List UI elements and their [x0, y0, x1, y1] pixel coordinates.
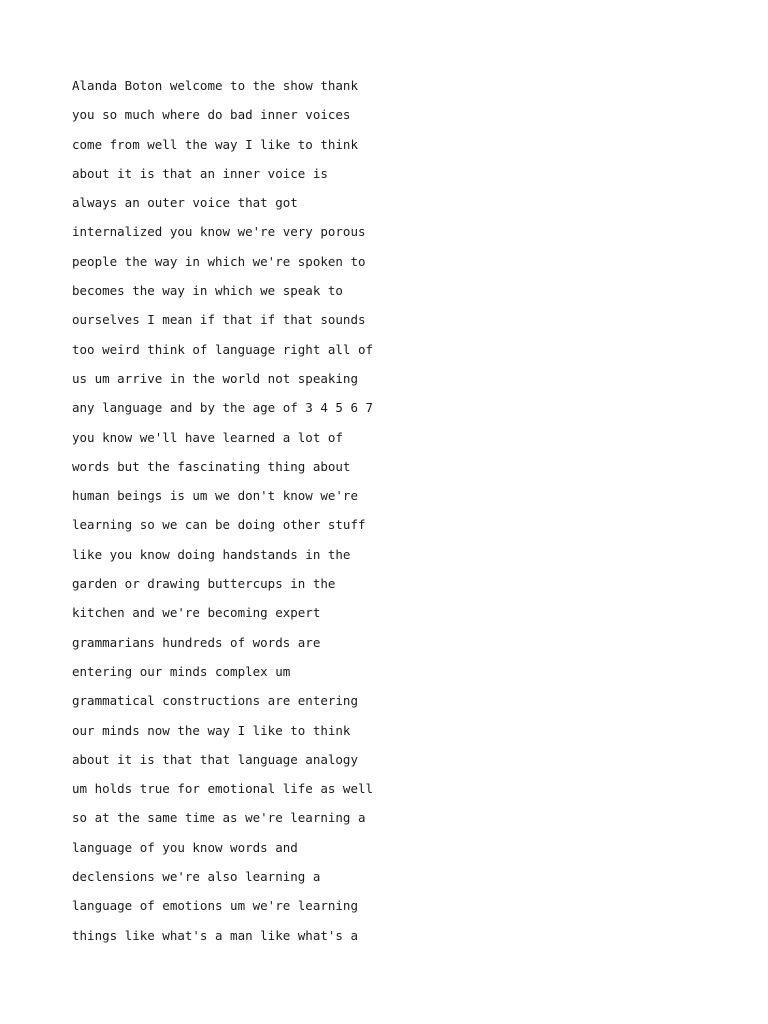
transcript-line: words but the fascinating thing about [72, 458, 351, 474]
transcript-line: come from well the way I like to think [72, 136, 358, 152]
transcript-line: you know we'll have learned a lot of [72, 429, 343, 445]
transcript-line: about it is that that language analogy [72, 751, 358, 767]
transcript-line: grammatical constructions are entering [72, 693, 358, 709]
transcript-text [72, 71, 373, 950]
transcript-line: you so much where do bad inner voices [72, 107, 351, 123]
transcript-line: internalized you know we're very porous [72, 224, 366, 240]
transcript-line: language of emotions um we're learning [72, 898, 358, 914]
transcript-line: things like what's a man like what's a [72, 927, 358, 943]
transcript-line: Alanda Boton welcome to the show thank [72, 78, 358, 93]
transcript-line: um holds true for emotional life as well [72, 781, 374, 797]
transcript-line: garden or drawing buttercups in the [72, 576, 336, 592]
transcript-line: kitchen and we're becoming expert [72, 605, 321, 621]
transcript-line: becomes the way in which we speak to [72, 283, 343, 299]
transcript-line: language of you know words and [72, 839, 298, 855]
transcript-line: human beings is um we don't know we're [72, 488, 358, 504]
transcript-line: entering our minds complex um [72, 663, 291, 679]
transcript-line: any language and by the age of 3 4 5 6 7 [72, 400, 374, 416]
transcript-line: declensions we're also learning a [72, 869, 321, 885]
transcript-line: our minds now the way I like to think [72, 722, 351, 738]
transcript-line: always an outer voice that got [72, 195, 298, 211]
transcript-line: grammarians hundreds of words are [72, 634, 321, 650]
transcript-line: us um arrive in the world not speaking [72, 370, 358, 386]
transcript-line: learning so we can be doing other stuff [72, 517, 366, 533]
transcript-line: too weird think of language right all of [72, 341, 374, 357]
transcript-line: ourselves I mean if that if that sounds [72, 312, 366, 328]
transcript-line: like you know doing handstands in the [72, 546, 351, 562]
transcript-line: so at the same time as we're learning a [72, 810, 366, 826]
transcript-line: people the way in which we're spoken to [72, 253, 366, 269]
transcript-line: about it is that an inner voice is [72, 165, 328, 181]
